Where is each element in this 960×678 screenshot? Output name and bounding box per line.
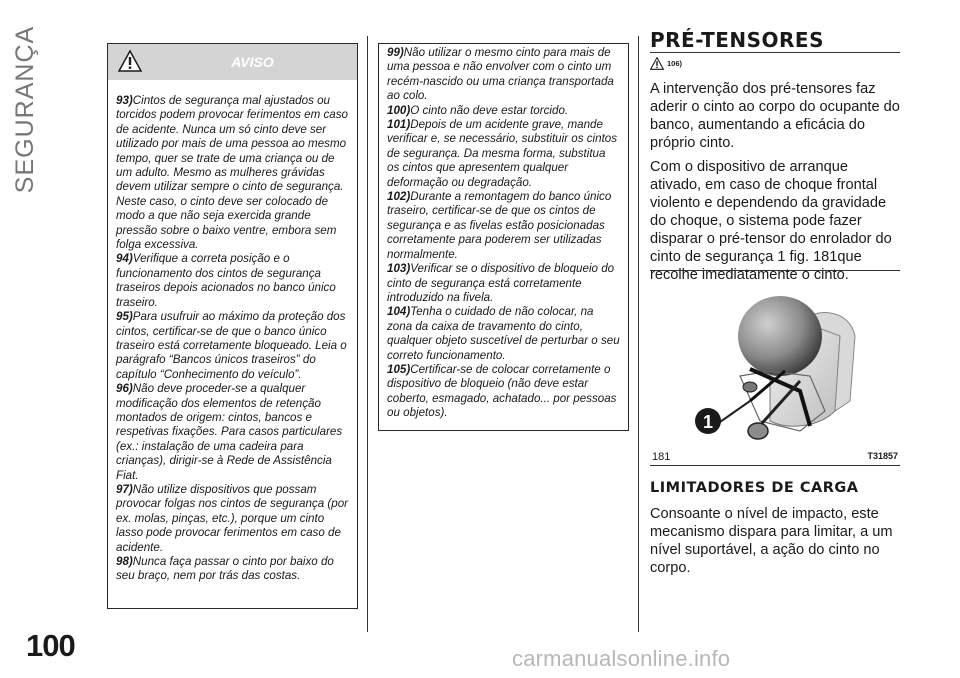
paragraph: Consoante o nível de impacto, este mecanismo dispara para limitar, a um nível suportável, a ação do cinto no corpo.	[650, 506, 893, 576]
warning-item	[387, 46, 620, 104]
figure-181	[650, 270, 900, 467]
warning-item	[387, 363, 620, 421]
warning-item-number: 95)	[116, 310, 133, 324]
section-title	[2, 25, 50, 193]
warning-item-number: 94)	[116, 252, 133, 266]
figure-caption	[650, 449, 900, 466]
warning-box-left	[107, 43, 358, 609]
page-number: 100	[26, 628, 75, 663]
figure-number: 181	[652, 451, 671, 463]
warning-item	[387, 190, 620, 262]
warning-item-text: Depois de um acidente grave, mande verificar e, se necessário, substituir os cintos de segurança. Da mesma forma, substitua os cintos que apresentem qualquer deformação ou degradação.	[387, 118, 618, 189]
warning-item-number: 93)	[116, 94, 133, 107]
warning-item	[116, 310, 349, 382]
column-divider-left	[367, 36, 368, 632]
warning-item	[116, 94, 349, 252]
pretensores-text	[650, 80, 900, 290]
warning-item-text: Não utilizar o mesmo cinto para mais de uma pessoa e não envolver com o cinto um recém-nascido ou uma criança transportada ao colo.	[387, 46, 614, 103]
warning-list-middle	[379, 44, 628, 421]
paragraph: Com o dispositivo de arranque ativado, em caso de choque frontal violento e dependendo da gravidade do choque, o sistema pode fazer disparar o pré-tensor do enrolador do cinto de segurança 1 fig. 181que recolhe imediatamente o cinto.	[650, 159, 892, 283]
warning-item-text: Cintos de segurança mal ajustados ou torcidos podem provocar ferimentos em caso de acidente. Nunca um só cinto deve ser utilizado por mais de uma pessoa ao mesmo tempo, quer se trate de uma criança ou de um adulto. Mesmo as mulheres grávidas devem utilizar sempre o cinto de segurança. Neste caso, o cinto deve ser colocado de modo a que não seja exercida grande pressão sobre o baixo ventre, embora sem folga excessiva.	[116, 94, 348, 252]
warning-item-text: O cinto não deve estar torcido.	[410, 103, 569, 117]
warning-item-number: 103)	[387, 262, 411, 276]
warning-item-text: Verificar se o dispositivo de bloqueio do cinto de segurança está corretamente introduzido na fivela.	[387, 262, 615, 304]
warning-item-text: Nunca faça passar o cinto por baixo do seu braço, nem por trás das costas.	[116, 555, 334, 583]
warning-item-number: 98)	[116, 555, 133, 568]
warning-item-number: 96)	[116, 382, 133, 396]
heading-limitadores: LIMITADORES DE CARGA	[650, 480, 859, 496]
heading-underline	[650, 52, 900, 53]
warning-item	[387, 262, 620, 305]
warning-item	[116, 382, 349, 483]
warning-item	[387, 104, 620, 118]
warning-item	[387, 118, 620, 190]
warning-item	[116, 555, 349, 584]
paragraph: A intervenção dos pré-tensores faz aderir o cinto ao corpo do ocupante do banco, aumentando a eficácia do próprio cinto.	[650, 81, 900, 151]
warning-item-number: 105)	[387, 362, 411, 376]
warning-item-text: Não utilize dispositivos que possam provocar folgas nos cintos de segurança (por ex. molas, pinças, etc.), porque um cinto lasso pode provocar ferimentos em caso de acidente.	[116, 482, 349, 554]
section-title-text: SEGURANÇA	[11, 25, 40, 193]
warning-title: AVISO	[231, 54, 274, 70]
callout-1	[695, 408, 721, 434]
warning-box-middle	[378, 43, 629, 431]
warning-item-number: 100)	[387, 103, 411, 117]
warning-item-text: Tenha o cuidado de não colocar, na zona da caixa de travamento do cinto, qualquer objeto suscetível de perturbar o seu correto funcionamento.	[387, 305, 620, 362]
warning-item	[116, 252, 349, 310]
warning-reference	[650, 57, 682, 70]
warning-item-number: 101)	[387, 118, 411, 132]
pretensioner-illustration	[650, 281, 900, 446]
warning-reference-number: 106)	[667, 59, 683, 68]
warning-item-text: Verifique a correta posição e o funcionamento dos cintos de segurança traseiros depois acionados no banco único traseiro.	[116, 252, 336, 309]
warning-item-number: 104)	[387, 305, 411, 319]
figure-code: T31857	[867, 451, 898, 461]
warning-list-left	[108, 80, 357, 584]
limitadores-text	[650, 505, 900, 583]
warning-item-number: 97)	[116, 482, 133, 496]
warning-item-number: 99)	[387, 46, 404, 59]
warning-item-number: 102)	[387, 190, 411, 204]
warning-item-text: Durante a remontagem do banco único traseiro, certificar-se de que os cintos de segurança e as fivelas estão posicionadas corretamente para poderem ser utilizadas normalmente.	[387, 190, 612, 261]
warning-item	[116, 483, 349, 555]
callout-label: 1	[702, 412, 714, 432]
watermark: carmanualsonline.info	[512, 646, 731, 671]
warning-header	[108, 44, 357, 80]
warning-item-text: Certificar-se de colocar corretamente o dispositivo de bloqueio (não deve estar coberto, esmagado, achatado... por pessoas ou objetos).	[387, 362, 617, 420]
warning-item	[387, 305, 620, 363]
warning-item-text: Para usufruir ao máximo da proteção dos cintos, certificar-se de que o banco único traseiro está corretamente bloqueado. Leia o parágrafo “Bancos únicos traseiros” do capítulo “Conhecimento do veículo”.	[116, 310, 347, 381]
heading-pretensores: PRÉ-TENSORES	[650, 28, 824, 52]
warning-triangle-icon	[650, 57, 664, 70]
warning-item-text: Não deve proceder-se a qualquer modificação dos elementos de retenção montados de origem: cintos, bancos e respetivas fixações. Para casos particulares (ex.: instalação de uma cadeira para crianças), dirigir-se à Rede de Assistência Fiat.	[116, 382, 343, 482]
column-divider-right	[638, 36, 639, 632]
